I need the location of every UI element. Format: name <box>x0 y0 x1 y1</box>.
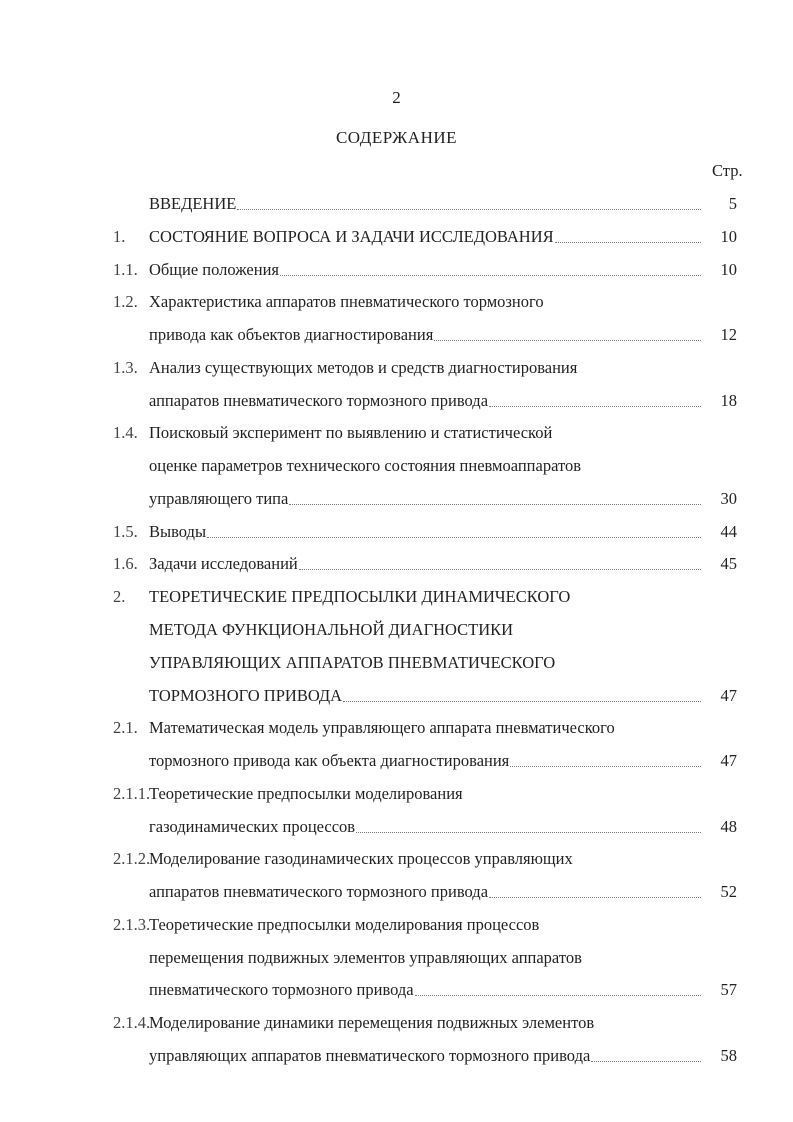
toc-entry-line <box>0 815 793 839</box>
dot-leader <box>343 684 701 702</box>
toc-entry-line <box>0 716 793 740</box>
toc-entry-text: ТОРМОЗНОГО ПРИВОДА <box>149 685 343 705</box>
toc-entry-number: 1.5. <box>113 521 138 541</box>
toc-entry-page: 44 <box>720 521 737 541</box>
toc-entry-line <box>0 684 793 708</box>
dot-leader <box>489 389 701 407</box>
dot-leader <box>415 978 701 996</box>
toc-entry-page: 52 <box>720 882 737 902</box>
dot-leader <box>289 487 701 505</box>
toc-entry-text: УПРАВЛЯЮЩИХ АППАРАТОВ ПНЕВМАТИЧЕСКОГО <box>149 652 556 672</box>
toc-entry-page: 45 <box>720 554 737 574</box>
toc-entry-number: 2.1.4. <box>113 1013 151 1033</box>
toc-entry-page: 47 <box>720 751 737 771</box>
toc-entry-line <box>0 1044 793 1068</box>
toc-entry-line <box>0 1011 793 1035</box>
toc-entry-line <box>0 618 793 642</box>
toc-entry-text: газодинамических процессов <box>149 816 356 836</box>
toc-entry-page: 10 <box>720 259 737 279</box>
toc-entry-text: МЕТОДА ФУНКЦИОНАЛЬНОЙ ДИАГНОСТИКИ <box>149 620 514 639</box>
toc-entry-line <box>0 258 793 282</box>
toc-entry-page: 57 <box>720 980 737 1000</box>
page-title: СОДЕРЖАНИЕ <box>335 128 458 147</box>
toc-entry-text: Математическая модель управляющего аппарата пневматического <box>149 718 615 738</box>
dot-leader <box>237 192 701 210</box>
toc-entry-text: Теоретические предпосылки моделирования <box>149 783 463 803</box>
dot-leader <box>510 749 701 767</box>
dot-leader <box>356 815 701 833</box>
toc-entry-number: 1.6. <box>113 554 138 574</box>
toc-entry-number: 2.1.3. <box>113 914 151 934</box>
toc-entry-page: 5 <box>728 194 737 213</box>
toc-entry-text: управляющего типа <box>149 488 289 508</box>
page-number: 2 <box>392 88 401 107</box>
toc-entry-line <box>0 389 793 413</box>
toc-entry-text: ТЕОРЕТИЧЕСКИЕ ПРЕДПОСЫЛКИ ДИНАМИЧЕСКОГО <box>149 587 571 607</box>
toc-entry-number: 1.4. <box>113 423 138 443</box>
toc-entry-text: пневматического тормозного привода <box>149 980 414 1000</box>
toc-entry-line <box>0 520 793 544</box>
toc-entry-line <box>0 290 793 314</box>
toc-entry-text: СОСТОЯНИЕ ВОПРОСА И ЗАДАЧИ ИССЛЕДОВАНИЯ <box>149 226 554 246</box>
toc-entry-number: 2.1. <box>113 718 138 738</box>
toc-entry-text: Характеристика аппаратов пневматического тормозного <box>149 292 544 312</box>
toc-entry-line <box>0 421 793 445</box>
toc-entry-text: ВВЕДЕНИЕ <box>149 194 237 213</box>
toc-entry-page: 10 <box>720 226 737 246</box>
toc-entry-text: аппаратов пневматического тормозного привода <box>149 390 489 410</box>
toc-entry-text: аппаратов пневматического тормозного привода <box>149 882 489 902</box>
toc-entry-line <box>0 782 793 806</box>
toc-entry-text: привода как объектов диагностирования <box>149 325 434 345</box>
page-column-label: Стр. <box>712 161 743 180</box>
dot-leader <box>489 880 701 898</box>
dot-leader <box>207 520 701 538</box>
toc-entry-page: 30 <box>720 488 737 508</box>
toc-entry-line <box>0 749 793 773</box>
toc-entry-text: управляющих аппаратов пневматического тормозного привода <box>149 1046 591 1066</box>
dot-leader <box>555 225 701 243</box>
toc-entry-line <box>0 946 793 970</box>
toc-entry-line <box>0 978 793 1002</box>
toc-entry-text: Моделирование динамики перемещения подвижных элементов <box>149 1013 595 1033</box>
toc-entry-page: 18 <box>720 390 737 410</box>
toc-entry-line <box>0 454 793 478</box>
toc-entry-text: Поисковый эксперимент по выявлению и статистической <box>149 423 553 443</box>
toc-entry-line <box>0 552 793 576</box>
toc-entry-line <box>0 651 793 675</box>
toc-entry-text: Теоретические предпосылки моделирования процессов <box>149 914 540 934</box>
toc-entry-number: 1.1. <box>113 259 138 279</box>
toc-entry-text: Анализ существующих методов и средств диагностирования <box>149 357 578 377</box>
toc-entry-line <box>0 487 793 511</box>
toc-entry-page: 12 <box>720 325 737 345</box>
toc-entry-page: 58 <box>720 1046 737 1066</box>
dot-leader <box>280 258 701 276</box>
toc-entry-number: 2.1.2. <box>113 849 151 869</box>
toc-entry-number: 1.3. <box>113 357 138 377</box>
toc-entry-text: Задачи исследований <box>149 554 298 574</box>
toc-entry-text: Моделирование газодинамических процессов управляющих <box>149 849 573 869</box>
toc-entry-number: 2.1.1. <box>113 783 151 803</box>
toc-entry-number: 2. <box>113 587 126 607</box>
toc-entry-line <box>0 880 793 904</box>
toc-entry-text: Выводы <box>149 521 207 541</box>
toc-entry-number: 1. <box>113 226 126 246</box>
toc-entry-text: Общие положения <box>149 259 279 279</box>
toc-entry-line <box>0 323 793 347</box>
toc-entry-text: перемещения подвижных элементов управляющих аппаратов <box>149 947 582 967</box>
toc-entry-line <box>0 192 793 216</box>
toc-entry-text: тормозного привода как объекта диагностирования <box>149 751 510 771</box>
dot-leader <box>299 552 701 570</box>
dot-leader <box>434 323 701 341</box>
toc-entry-text: оценке параметров технического состояния пневмоаппаратов <box>149 456 582 476</box>
toc-entry-page: 47 <box>720 685 737 705</box>
toc-entry-line <box>0 913 793 937</box>
toc-entry-line <box>0 225 793 249</box>
toc-entry-line <box>0 847 793 871</box>
toc-entry-page: 48 <box>720 816 737 836</box>
toc-entry-line <box>0 356 793 380</box>
dot-leader <box>591 1044 701 1062</box>
toc-entry-line <box>0 585 793 609</box>
toc-entry-number: 1.2. <box>113 292 138 312</box>
